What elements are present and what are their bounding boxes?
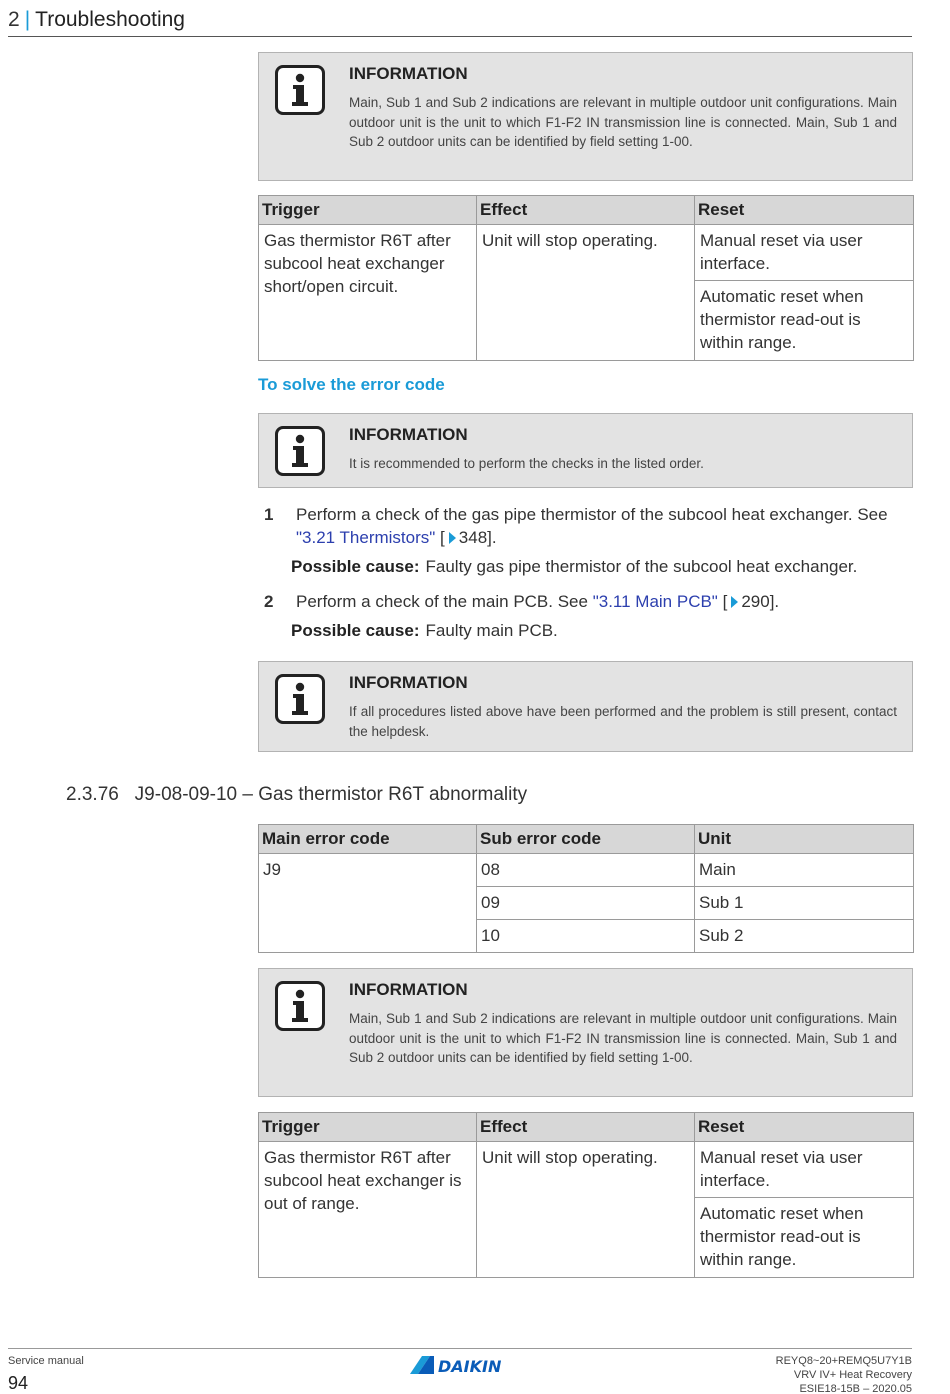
document-type: Service manual — [8, 1355, 84, 1367]
possible-cause — [291, 557, 857, 577]
solve-heading: To solve the error code — [258, 375, 445, 394]
information-icon — [275, 426, 325, 476]
possible-cause — [291, 621, 558, 641]
column-header-main-code: Main error code — [259, 825, 477, 854]
section-number: 2.3.76 — [66, 784, 119, 805]
step-number: 2 — [264, 592, 274, 611]
step-text — [296, 503, 914, 549]
trigger-cell: Gas thermistor R6T after subcool heat exchanger is out of range. — [259, 1142, 477, 1278]
chapter-title: Troubleshooting — [35, 8, 185, 31]
step-item — [264, 590, 914, 613]
column-header-sub-code: Sub error code — [477, 825, 695, 854]
unit-cell: Sub 2 — [695, 920, 914, 953]
product-name: VRV IV+ Heat Recovery — [793, 1369, 912, 1381]
sub-code-cell: 10 — [477, 920, 695, 953]
page-footer — [8, 1348, 912, 1394]
reset-cell-manual: Manual reset via user interface. — [695, 225, 914, 281]
info-box — [258, 661, 913, 752]
header-separator: | — [24, 8, 31, 31]
info-title: INFORMATION — [349, 64, 468, 83]
model-range: REYQ8~20+REMQ5U7Y1B — [775, 1355, 912, 1367]
main-pcb-link[interactable]: "3.11 Main PCB" — [592, 592, 718, 611]
error-codes-table — [258, 824, 914, 953]
reset-cell-automatic: Automatic reset when thermistor read-out is within range. — [695, 1198, 914, 1278]
table-row — [259, 854, 914, 887]
thermistors-link[interactable]: "3.21 Thermistors" — [296, 528, 436, 547]
step-text — [296, 590, 914, 613]
daikin-logo — [408, 1354, 513, 1381]
document-info — [776, 1354, 912, 1394]
step-instruction: Perform a check of the main PCB. See — [296, 592, 588, 611]
unit-cell: Main — [695, 854, 914, 887]
unit-cell: Sub 1 — [695, 887, 914, 920]
page-ref: 348]. — [458, 528, 497, 547]
info-text: If all procedures listed above have been performed and the problem is still present, contact the helpdesk. — [349, 704, 897, 739]
cause-text: Faulty gas pipe thermistor of the subcool heat exchanger. — [425, 557, 858, 576]
step-instruction: Perform a check of the gas pipe thermistor of the subcool heat exchanger. See — [296, 505, 888, 524]
info-title: INFORMATION — [349, 425, 468, 444]
info-title: INFORMATION — [349, 673, 468, 692]
column-header-effect: Effect — [477, 1113, 695, 1142]
main-code-cell: J9 — [259, 854, 477, 953]
reset-cell-automatic: Automatic reset when thermistor read-out is within range. — [695, 281, 914, 361]
information-icon — [275, 65, 325, 115]
chapter-number: 2 — [8, 8, 20, 31]
page-number: 94 — [8, 1373, 29, 1393]
section-title: J9-08-09-10 – Gas thermistor R6T abnormality — [134, 784, 528, 805]
cause-text: Faulty main PCB. — [425, 621, 558, 640]
column-header-trigger: Trigger — [259, 1113, 477, 1142]
effect-cell: Unit will stop operating. — [477, 1142, 695, 1278]
sub-code-cell: 08 — [477, 854, 695, 887]
page-ref: 290]. — [741, 592, 780, 611]
reset-cell-manual: Manual reset via user interface. — [695, 1142, 914, 1198]
page-arrow-icon — [449, 532, 456, 544]
page-ref-open: [ — [440, 528, 445, 547]
step-item — [264, 503, 914, 549]
sub-code-cell: 09 — [477, 887, 695, 920]
column-header-reset: Reset — [695, 196, 914, 225]
info-box — [258, 968, 913, 1097]
info-text: Main, Sub 1 and Sub 2 indications are relevant in multiple outdoor unit configurations. Main outdoor unit is the unit to which F1-F2 IN transmission line is connected. Main, Sub 1 and Sub 2 outdoor units can be identified by field setting 1-00. — [349, 1011, 897, 1065]
page-ref-open: [ — [722, 592, 728, 611]
effect-cell: Unit will stop operating. — [477, 225, 695, 361]
document-code: ESIE18-15B – 2020.05 — [799, 1383, 912, 1394]
step-number: 1 — [264, 505, 274, 524]
information-icon — [275, 981, 325, 1031]
trigger-cell: Gas thermistor R6T after subcool heat exchanger short/open circuit. — [259, 225, 477, 361]
trigger-effect-reset-table — [258, 1112, 914, 1278]
info-title: INFORMATION — [349, 980, 468, 999]
column-header-trigger: Trigger — [259, 196, 477, 225]
page-header — [8, 6, 912, 37]
brand-name: DAIKIN — [438, 1357, 502, 1376]
page-arrow-icon — [731, 596, 738, 608]
information-icon — [275, 674, 325, 724]
info-box — [258, 52, 913, 181]
section-heading — [66, 784, 527, 806]
info-text: Main, Sub 1 and Sub 2 indications are relevant in multiple outdoor unit configurations. Main outdoor unit is the unit to which F1-F2 IN transmission line is connected. Main, Sub 1 and Sub 2 outdoor units can be identified by field setting 1-00. — [349, 95, 897, 149]
info-box — [258, 413, 913, 488]
trigger-effect-reset-table — [258, 195, 914, 361]
cause-label: Possible cause: — [291, 557, 420, 576]
column-header-reset: Reset — [695, 1113, 914, 1142]
column-header-effect: Effect — [477, 196, 695, 225]
cause-label: Possible cause: — [291, 621, 420, 640]
info-text: It is recommended to perform the checks in the listed order. — [349, 456, 704, 471]
column-header-unit: Unit — [695, 825, 914, 854]
